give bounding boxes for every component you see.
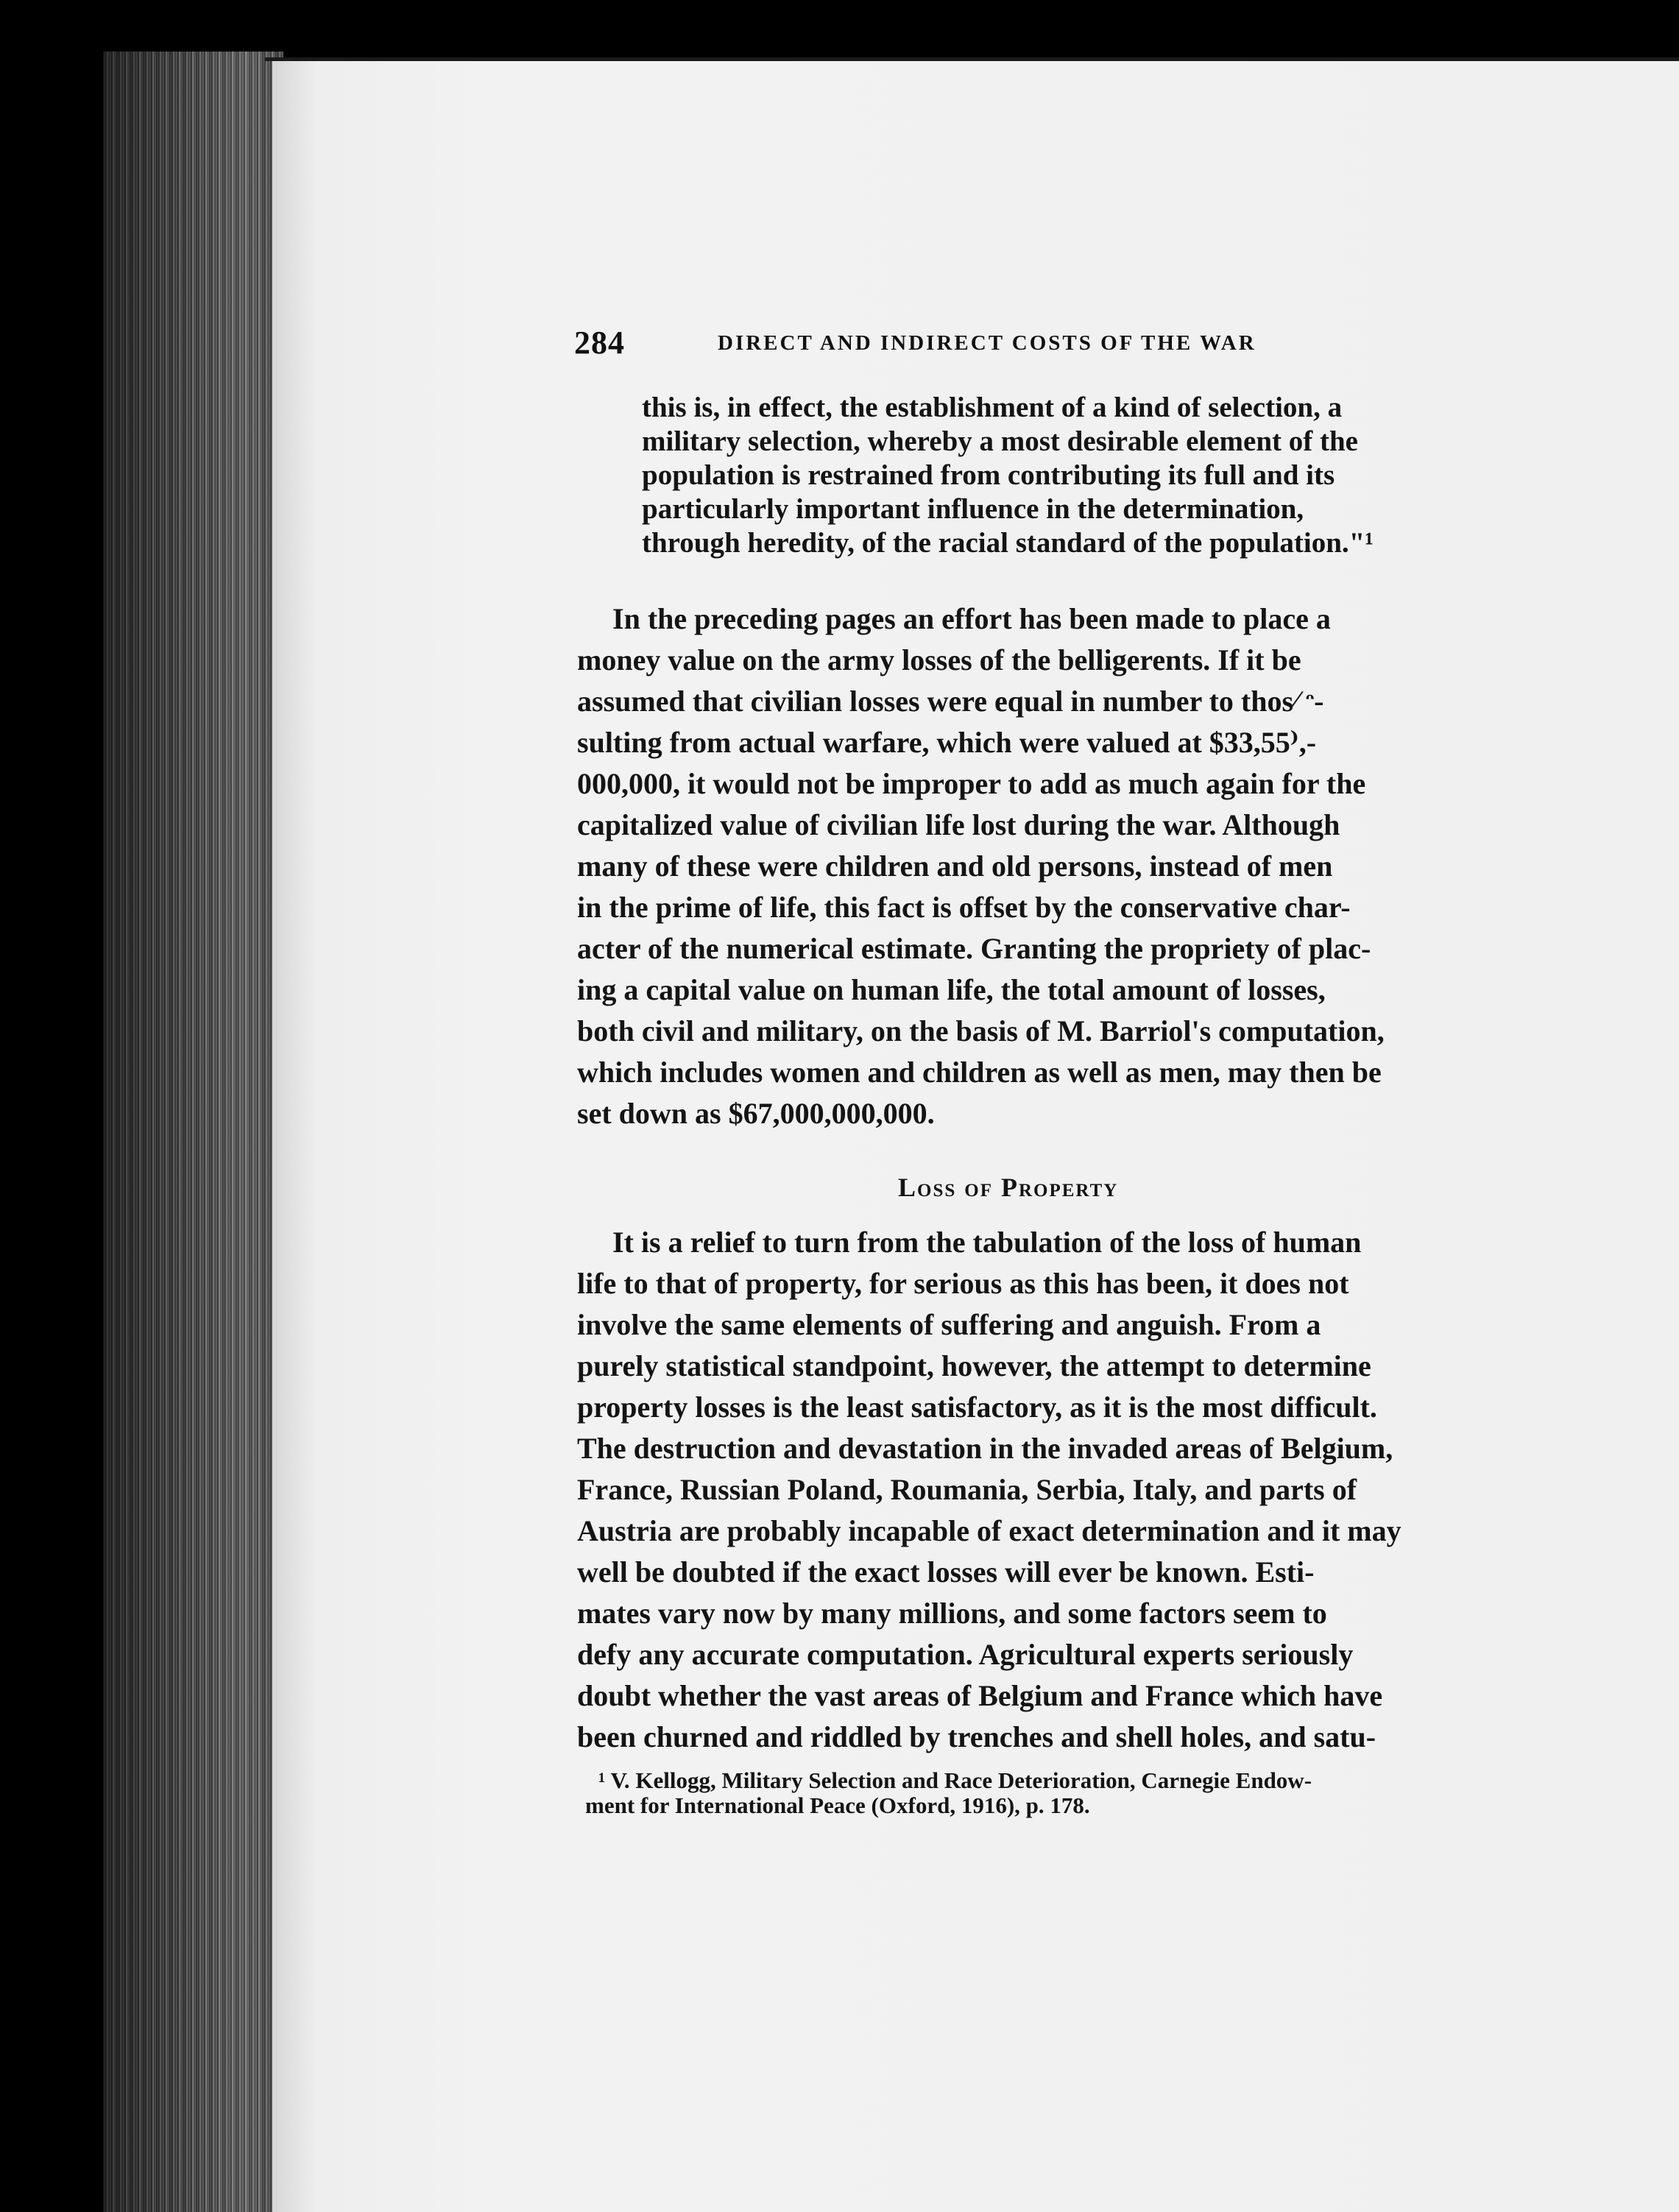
text-line: mates vary now by many millions, and some factors seem to: [577, 1597, 1327, 1630]
quote-line: population is restrained from contributing its full and its: [642, 459, 1335, 491]
text-line: well be doubted if the exact losses will ever be known. Esti-: [577, 1555, 1315, 1589]
text-line: defy any accurate computation. Agricultural experts seriously: [577, 1638, 1354, 1671]
text-line: assumed that civilian losses were equal in number to thos⁄ ᵔ-: [577, 685, 1324, 718]
book-edge-shadow: [103, 52, 283, 2212]
text-line: purely statistical standpoint, however, the attempt to determine: [577, 1349, 1371, 1382]
text-line: many of these were children and old persons, instead of men: [577, 849, 1333, 883]
text-line: both civil and military, on the basis of M. Barriol's computation,: [577, 1014, 1385, 1047]
quote-line: through heredity, of the racial standard of the population."¹: [642, 527, 1374, 559]
text-line: France, Russian Poland, Roumania, Serbia, Italy, and parts of: [577, 1473, 1357, 1506]
page-number: 284: [574, 325, 625, 361]
page-header: [574, 324, 1494, 368]
text-line: been churned and riddled by trenches and shell holes, and satu-: [577, 1720, 1376, 1753]
quote-line: particularly important influence in the determination,: [642, 493, 1304, 525]
text-line: in the prime of life, this fact is offset by the conservative char-: [577, 891, 1351, 924]
text-line: set down as $67,000,000,000.: [577, 1097, 935, 1130]
footnote-line: ment for International Peace (Oxford, 1916), p. 178.: [585, 1792, 1090, 1818]
text-line: sulting from actual warfare, which were valued at $33,55⁾,-: [577, 726, 1317, 759]
text-line: capitalized value of civilian life lost during the war. Although: [577, 808, 1340, 841]
running-head: DIRECT AND INDIRECT COSTS OF THE WAR: [718, 331, 1256, 355]
text-line: money value on the army losses of the belligerents. If it be: [577, 643, 1301, 676]
text-line: ing a capital value on human life, the total amount of losses,: [577, 973, 1326, 1006]
footnote-line: ¹ V. Kellogg, Military Selection and Race Deterioration, Carnegie Endow-: [598, 1767, 1312, 1793]
text-line: In the preceding pages an effort has been made to place a: [612, 602, 1331, 635]
text-line: acter of the numerical estimate. Granting the propriety of plac-: [577, 932, 1371, 965]
quote-line: military selection, whereby a most desirable element of the: [642, 425, 1358, 457]
text-line: property losses is the least satisfactory, as it is the most difficult.: [577, 1391, 1377, 1424]
text-line: 000,000, it would not be improper to add as much again for the: [577, 767, 1366, 800]
text-line: Austria are probably incapable of exact determination and it may: [577, 1514, 1401, 1547]
text-line: It is a relief to turn from the tabulation of the loss of human: [612, 1226, 1362, 1259]
text-line: involve the same elements of suffering and anguish. From a: [577, 1308, 1321, 1341]
quote-line: this is, in effect, the establishment of a kind of selection, a: [642, 392, 1343, 423]
section-heading: Loss of Property: [898, 1173, 1119, 1202]
book-page: [272, 60, 1679, 2212]
page-top-edge: [265, 57, 1679, 61]
text-line: life to that of property, for serious as this has been, it does not: [577, 1267, 1349, 1300]
text-line: The destruction and devastation in the invaded areas of Belgium,: [577, 1432, 1393, 1465]
text-line: doubt whether the vast areas of Belgium and France which have: [577, 1679, 1383, 1712]
text-line: which includes women and children as well as men, may then be: [577, 1056, 1382, 1089]
